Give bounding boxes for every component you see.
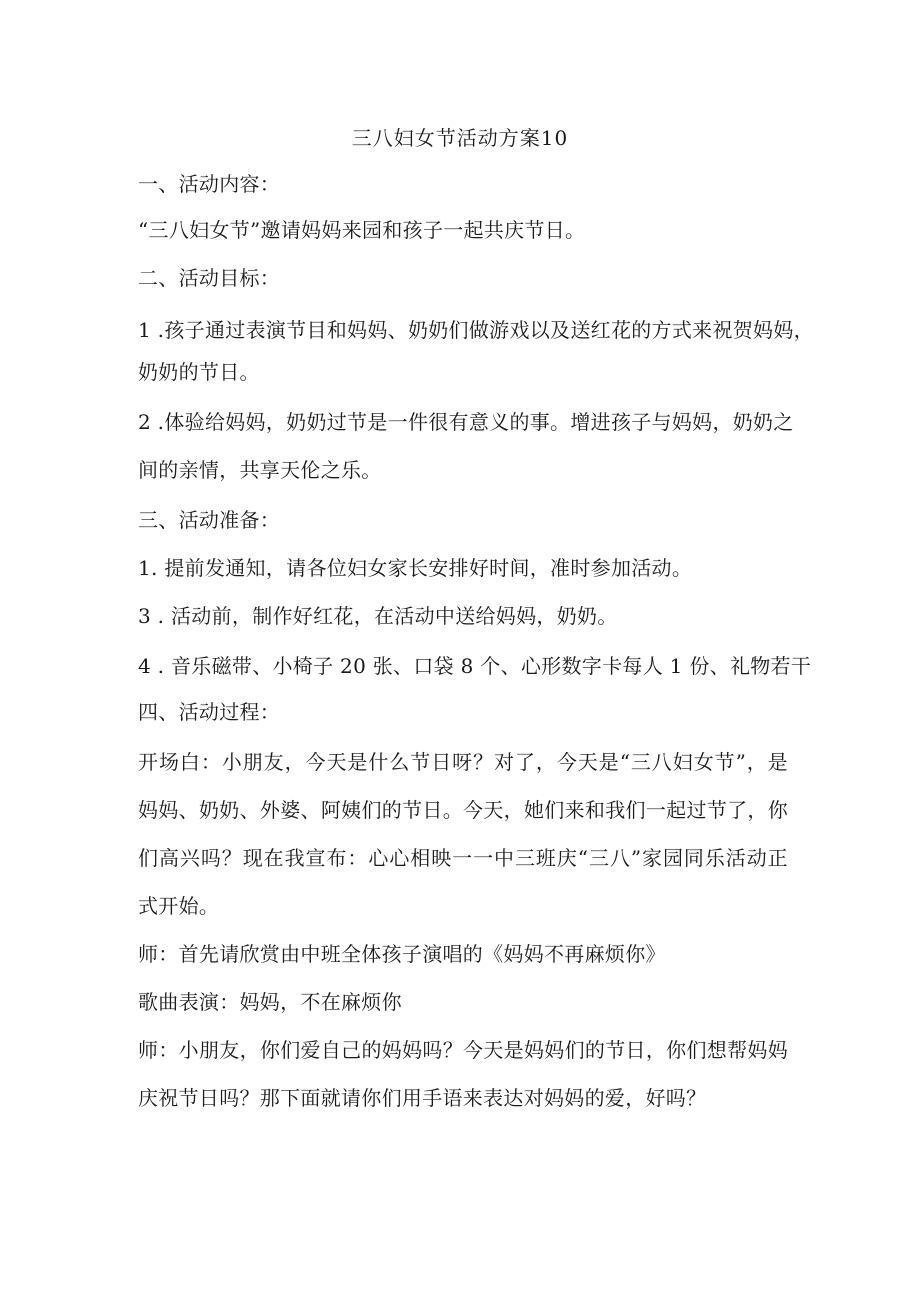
section-heading-process: 四、活动过程： <box>138 700 281 724</box>
document-title: 三八妇女节活动方案10 <box>351 126 569 150</box>
paragraph-line: 2 .体验给妈妈，奶奶过节是一件很有意义的事。增进孩子与妈妈，奶奶之 <box>138 410 794 434</box>
section-heading-content: 一、活动内容： <box>138 172 281 196</box>
paragraph-line: 4 . 音乐磁带、小椅子 20 张、口袋 8 个、心形数字卡每人 1 份、礼物若干 <box>138 654 812 678</box>
paragraph-line: 师：小朋友，你们爱自己的妈妈吗？今天是妈妈们的节日，你们想帮妈妈 <box>138 1038 788 1062</box>
paragraph-line: 3 . 活动前，制作好红花，在活动中送给妈妈，奶奶。 <box>138 604 618 628</box>
paragraph-line: 们高兴吗？现在我宣布：心心相映一一中三班庆“三八”家园同乐活动正 <box>138 846 788 870</box>
paragraph-line: 奶奶的节日。 <box>138 360 260 384</box>
paragraph-line: 妈妈、奶奶、外婆、阿姨们的节日。今天，她们来和我们一起过节了，你 <box>138 798 788 822</box>
paragraph-line: 1. 提前发通知，请各位妇女家长安排好时间，准时参加活动。 <box>138 556 693 580</box>
paragraph-line: “三八妇女节”邀请妈妈来园和孩子一起共庆节日。 <box>138 218 586 242</box>
paragraph-line: 歌曲表演：妈妈，不在麻烦你 <box>138 990 402 1014</box>
paragraph-line: 庆祝节日吗？那下面就请你们用手语来表达对妈妈的爱，好吗？ <box>138 1086 707 1110</box>
paragraph-line: 间的亲情，共享天伦之乐。 <box>138 458 382 482</box>
paragraph-line: 1 .孩子通过表演节目和妈妈、奶奶们做游戏以及送红花的方式来祝贺妈妈， <box>138 318 814 342</box>
paragraph-line: 开场白：小朋友，今天是什么节日呀？对了，今天是“三八妇女节”，是 <box>138 750 788 774</box>
paragraph-line: 师：首先请欣赏由中班全体孩子演唱的《妈妈不再麻烦你》 <box>138 942 666 966</box>
paragraph-line: 式开始。 <box>138 894 220 918</box>
section-heading-goals: 二、活动目标： <box>138 266 281 290</box>
section-heading-preparation: 三、活动准备： <box>138 508 281 532</box>
